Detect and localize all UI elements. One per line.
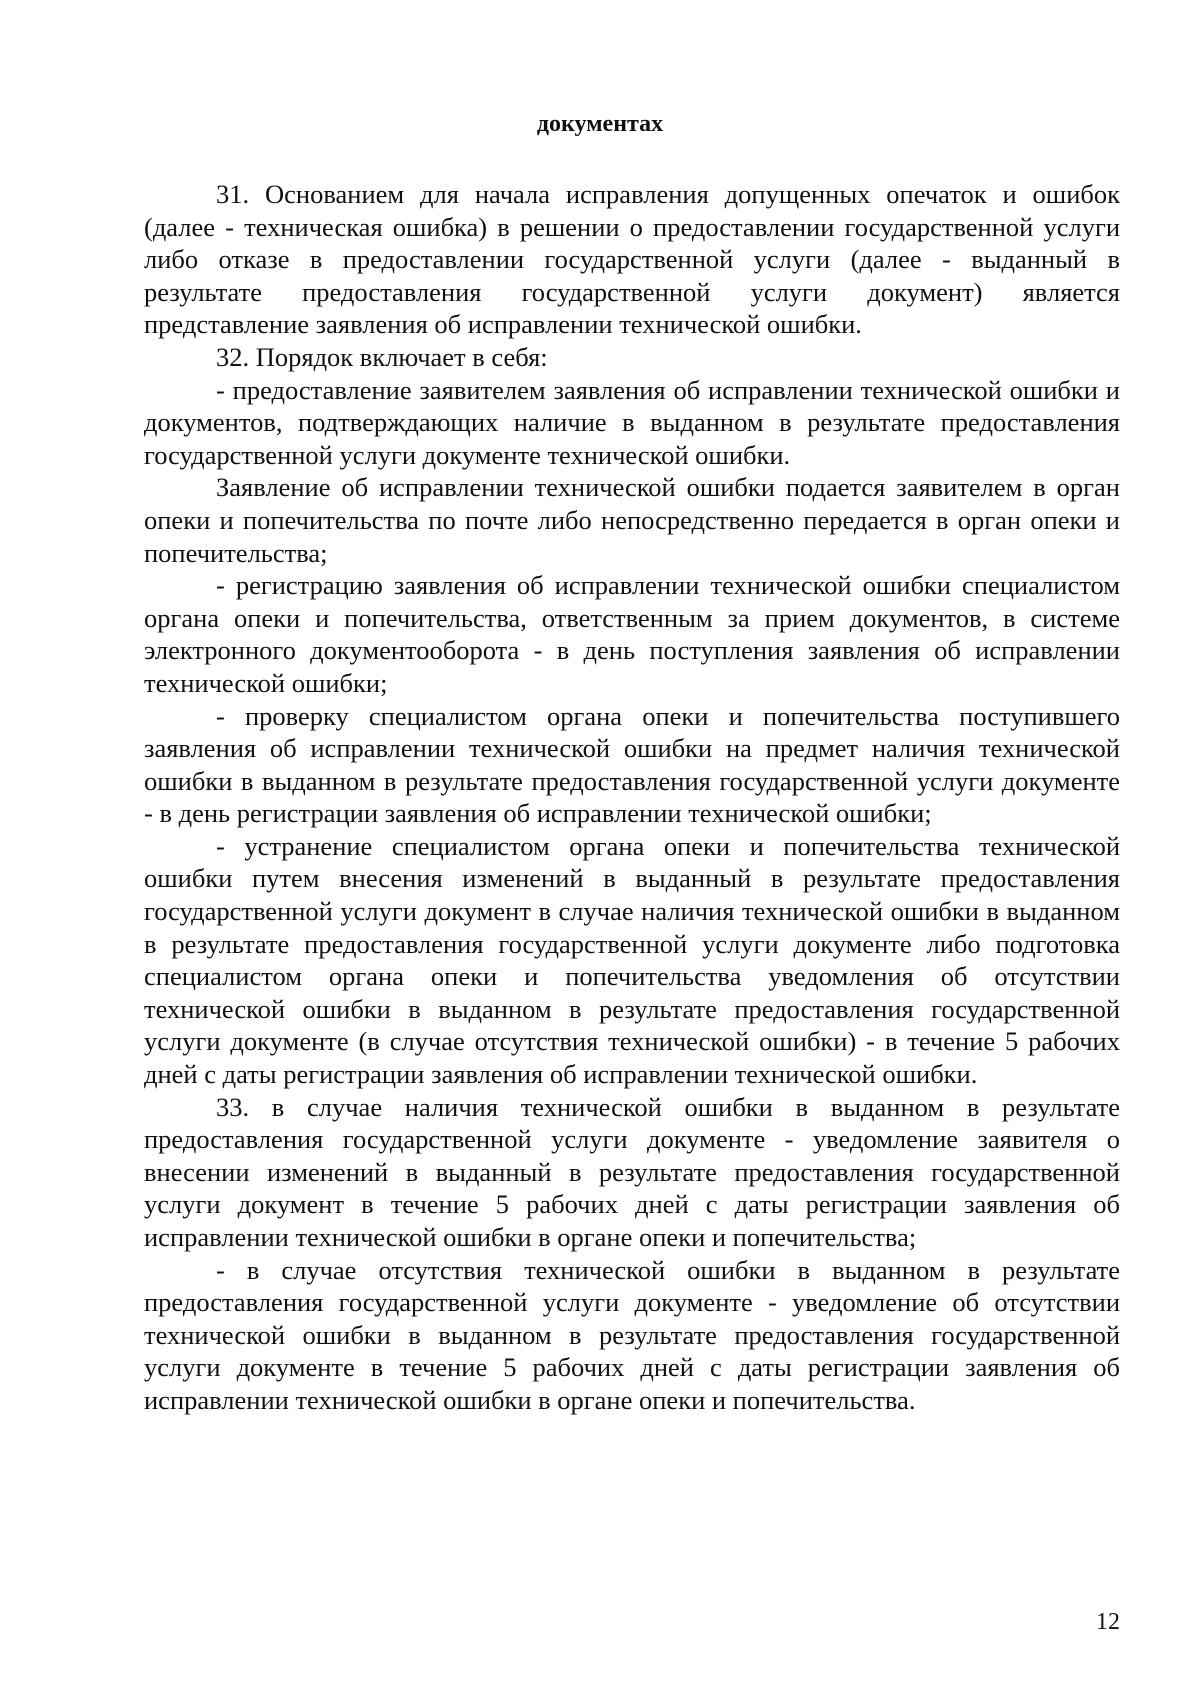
paragraph: 32. Порядок включает в себя: [216,341,548,372]
section-heading: документах [536,111,664,137]
document-body [144,178,1120,1417]
paragraph: 33. в случае наличия технической ошибки в выданном в результате предоставления государственной услуги документе - уведомление заявителя о внесении изменений в выданный в результате предоставления государственной услуги документ в течение 5 рабочих дней с даты регистрации заявления об исправлении технической ошибки в органе опеки и попечительства; [144,1091,1120,1252]
paragraph: - регистрацию заявления об исправлении технической ошибки специалистом органа опеки и попечительства, ответственным за прием документов, в системе электронного документооборота - в день поступления заявления об исправлении технической ошибки; [144,570,1120,698]
paragraph: - предоставление заявителем заявления об исправлении технической ошибки и документов, подтверждающих наличие в выданном в результате предоставления государственной услуги документе технической ошибки. [144,374,1120,470]
paragraph: - в случае отсутствия технической ошибки в выданном в результате предоставления государственной услуги документе - уведомление об отсутствии технической ошибки в выданном в результате предоставления государственной услуги документе в течение 5 рабочих дней с даты регистрации заявления об исправлении технической ошибки в органе опеки и попечительства. [144,1254,1120,1415]
paragraph: 31. Основанием для начала исправления допущенных опечаток и ошибок (далее - техническая ошибка) в решении о предоставлении государственной услуги либо отказе в предоставлении государственной услуги (далее - выданный в результате предоставления государственной услуги документ) является представление заявления об исправлении технической ошибки. [144,179,1120,340]
paragraph: Заявление об исправлении технической ошибки подается заявителем в орган опеки и попечительства по почте либо непосредственно передается в орган опеки и попечительства; [144,472,1120,568]
paragraph: - проверку специалистом органа опеки и попечительства поступившего заявления об исправлении технической ошибки на предмет наличия технической ошибки в выданном в результате предоставления государственной услуги документе - в день регистрации заявления об исправлении технической ошибки; [144,700,1120,829]
paragraph: - устранение специалистом органа опеки и попечительства технической ошибки путем внесения изменений в выданный в результате предоставления государственной услуги документ в случае наличия технической ошибки в выданном в результате предоставления государственной услуги документе либо подготовка специалистом органа опеки и попечительства уведомления об отсутствии технической ошибки в выданном в результате предоставления государственной услуги документе (в случае отсутствия технической ошибки) - в течение 5 рабочих дней с даты регистрации заявления об исправлении технической ошибки. [144,830,1120,1090]
page-number: 12 [1096,1609,1120,1635]
